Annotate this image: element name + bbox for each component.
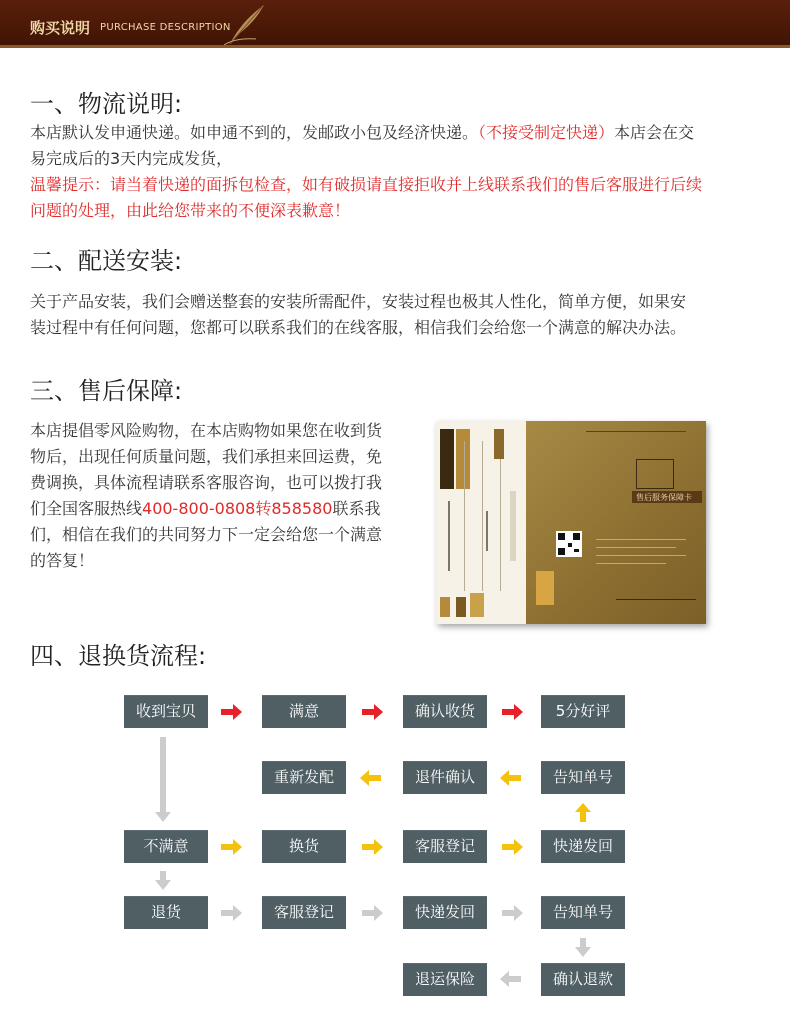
- returns-title: 四、退换货流程:: [30, 642, 207, 670]
- flow-confirm-receipt: 确认收货: [403, 695, 487, 728]
- install-line-2: 装过程中有任何问题，您都可以联系我们的在线客服，相信我们会给您一个满意的解决办法。: [30, 318, 687, 337]
- arrow-right-icon: [362, 839, 383, 855]
- flow-tracking-notify-2: 告知单号: [541, 896, 625, 929]
- flow-satisfied: 满意: [262, 695, 346, 728]
- flow-return-confirm: 退件确认: [403, 761, 487, 794]
- logistics-title: 一、物流说明:: [30, 90, 183, 118]
- aftersale-line-2: 物后，出现任何质量问题，我们承担来回运费，免: [30, 447, 383, 466]
- arrow-right-icon: [221, 839, 242, 855]
- logistics-warning-2: 问题的处理，由此给您带来的不便深表歉意！: [30, 201, 351, 220]
- flow-five-star: 5分好评: [541, 695, 625, 728]
- logistics-text-b2: 易完成后的3天内完成发货，: [30, 149, 233, 168]
- arrow-left-icon: [500, 770, 521, 786]
- aftersale-title: 三、售后保障:: [30, 377, 183, 405]
- arrow-right-icon: [502, 839, 523, 855]
- aftersale-line-6: 的答复！: [30, 551, 95, 570]
- header-subtitle: PURCHASE DESCRIPTION: [100, 22, 231, 33]
- install-line-1: 关于产品安装，我们会赠送整套的安装所需配件，安装过程也极其人性化，简单方便，如果安: [30, 292, 687, 311]
- logistics-warning-1: 温馨提示：请当着快递的面拆包检查，如有破损请直接拒收并上线联系我们的售后客服进行后续: [30, 175, 703, 194]
- flow-tracking-notify-1: 告知单号: [541, 761, 625, 794]
- arrow-up-icon: [575, 803, 591, 822]
- arrow-left-icon: [360, 770, 381, 786]
- flow-receive: 收到宝贝: [124, 695, 208, 728]
- logistics-text-b1: 本店会在交: [614, 123, 695, 142]
- arrow-right-icon: [362, 905, 383, 921]
- flow-ship-back-2: 快递发回: [403, 896, 487, 929]
- arrow-right-icon: [502, 704, 523, 720]
- arrow-down-icon: [575, 938, 591, 957]
- arrow-right-icon: [502, 905, 523, 921]
- arrow-down-icon: [155, 871, 171, 890]
- flow-confirm-refund: 确认退款: [541, 963, 625, 996]
- aftersale-line-4b: 联系我: [332, 499, 381, 518]
- aftersale-line-5: 们，相信在我们的共同努力下一定会给您一个满意: [30, 525, 383, 544]
- flow-cs-register-2: 客服登记: [262, 896, 346, 929]
- aftersale-line-4a: 们全国客服热线: [30, 499, 143, 518]
- logistics-text-red: （不接受制定快递）: [478, 123, 615, 142]
- flow-reship: 重新发配: [262, 761, 346, 794]
- flow-cs-register-1: 客服登记: [403, 830, 487, 863]
- aftersale-line-1: 本店提倡零风险购物，在本店购物如果您在收到货: [30, 421, 383, 440]
- arrow-down-icon: [155, 737, 171, 822]
- arrow-left-icon: [500, 971, 521, 987]
- arrow-right-icon: [362, 704, 383, 720]
- arrow-right-icon: [221, 704, 242, 720]
- flow-return-insurance: 退运保险: [403, 963, 487, 996]
- aftersale-line-3: 费调换，具体流程请联系客服咨询，也可以拨打我: [30, 473, 383, 492]
- flow-ship-back-1: 快递发回: [541, 830, 625, 863]
- install-title: 二、配送安装:: [30, 247, 183, 275]
- card-brand-label: 售后服务保障卡: [636, 493, 692, 502]
- flow-exchange: 换货: [262, 830, 346, 863]
- arrow-right-icon: [221, 905, 242, 921]
- header-title: 购买说明: [30, 19, 91, 37]
- flow-refund-return: 退货: [124, 896, 208, 929]
- flow-unsatisfied: 不满意: [124, 830, 208, 863]
- hotline-number: 400-800-0808转858580: [142, 499, 333, 518]
- logistics-text-a: 本店默认发申通快递。如申通不到的，发邮政小包及经济快递。: [30, 123, 479, 142]
